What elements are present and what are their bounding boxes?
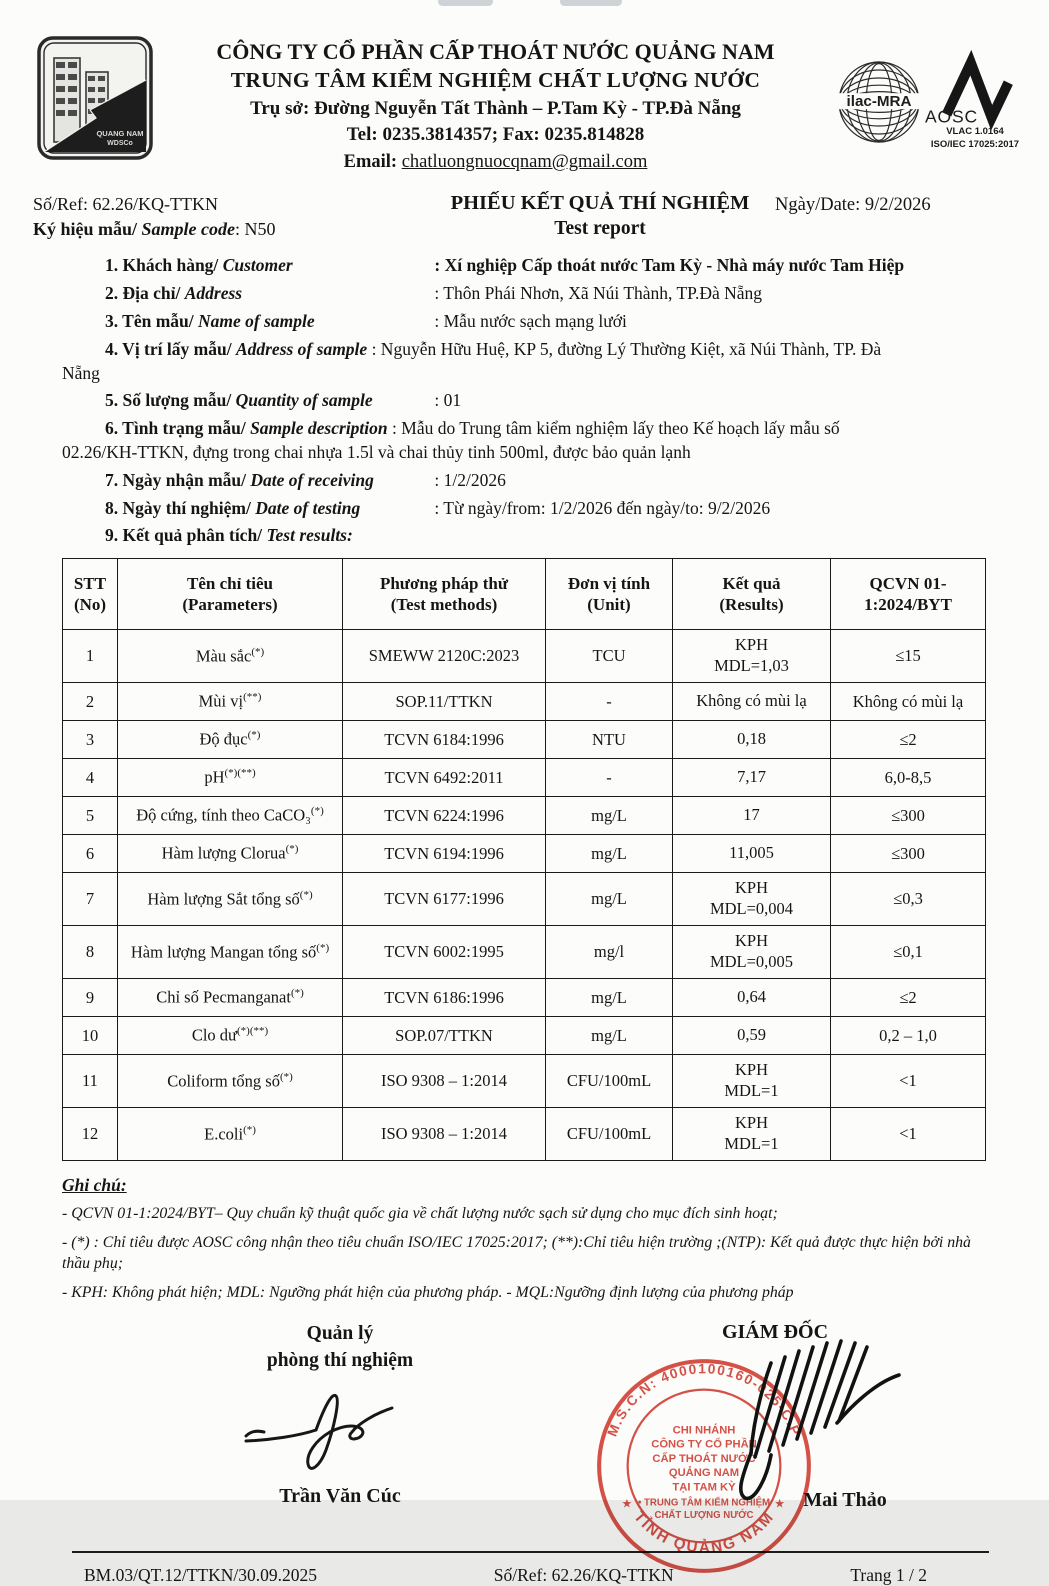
info-item-label [105, 254, 430, 278]
info-item-value: : Mẫu nước sạch mạng lưới [434, 310, 627, 331]
cell-unit: TCU [546, 630, 673, 683]
header-line: (Parameters) [182, 595, 278, 615]
cell-parameter: pH(*)(**) [118, 759, 343, 797]
cell-stt: 1 [63, 630, 118, 683]
cell-method: ISO 9308 – 1:2014 [343, 1108, 546, 1161]
parameter-footnote-marker: (**) [243, 691, 262, 704]
page-title: PHIẾU KẾT QUẢ THÍ NGHIỆM [450, 191, 750, 214]
cell-stt: 2 [63, 683, 118, 721]
cell-method: TCVN 6224:1996 [343, 797, 546, 835]
cell-method: SOP.07/TTKN [343, 1017, 546, 1055]
stamp-ring-text: M.S.C.N: 4000100160-025-C.P [604, 1361, 804, 1440]
notes-list [62, 1204, 985, 1303]
cell-stt: 5 [63, 797, 118, 835]
info-item-label-en: Name of sample [198, 310, 315, 331]
cell-unit: CFU/100mL [546, 1055, 673, 1108]
info-list [62, 254, 985, 548]
result-line: 0,18 [737, 729, 766, 749]
cell-stt: 11 [63, 1055, 118, 1108]
cell-stt: 8 [63, 926, 118, 979]
info-item-value: : Xí nghiệp Cấp thoát nước Tam Kỳ - Nhà máy nước Tam Hiệp [434, 255, 905, 276]
cell-method: TCVN 6177:1996 [343, 873, 546, 926]
info-item [62, 310, 985, 334]
cell-stt: 12 [63, 1108, 118, 1161]
sample-code-line [33, 217, 425, 242]
email-address: chatluongnuocqnam@gmail.com [401, 151, 648, 172]
letterhead-text [162, 34, 829, 174]
notes-heading: Ghi chú: [62, 1175, 127, 1196]
cell-limit: ≤0,1 [831, 926, 986, 979]
stamp-line-2: CÔNG TY CỔ PHẦN [651, 1439, 757, 1452]
parameter-footnote-marker: (*) [299, 888, 313, 901]
notes-section [62, 1175, 985, 1303]
accreditation-logos [835, 34, 1027, 152]
aosc-mark [925, 56, 1025, 152]
cell-stt: 4 [63, 759, 118, 797]
ref-value: 62.26/KQ-TTKN [88, 193, 218, 214]
cell-limit: ≤300 [831, 797, 986, 835]
aosc-label: AOSC [925, 106, 978, 127]
lab-manager-signature [240, 1380, 440, 1480]
table-row [63, 759, 986, 797]
scan-artifact [560, 0, 622, 6]
info-item [62, 469, 985, 493]
info-item-label-vn: 2. Địa chỉ/ [105, 283, 185, 304]
cell-stt: 7 [63, 873, 118, 926]
info-item [62, 524, 985, 548]
info-item-label [105, 282, 430, 306]
result-line: 11,005 [729, 843, 774, 863]
result-line: KPH [734, 1060, 768, 1080]
info-item-label-en: Quantity of sample [235, 390, 373, 411]
parameter-footnote-marker: (*) [251, 645, 265, 658]
result-line: 17 [743, 805, 760, 825]
info-item [62, 497, 985, 521]
page-title-en: Test report [554, 217, 646, 239]
cell-result [673, 721, 831, 759]
header-line: (Results) [719, 595, 784, 615]
report-title-block [425, 192, 775, 240]
cell-parameter: Hàm lượng Mangan tổng số(*) [118, 926, 343, 979]
result-line: MDL=0,004 [709, 899, 794, 919]
ilac-mra-label: ilac-MRA [846, 93, 912, 110]
email-label: Email: [343, 151, 398, 172]
cell-stt: 10 [63, 1017, 118, 1055]
parameter-footnote-marker: (*) [279, 1070, 293, 1083]
info-item-label [105, 418, 388, 438]
footer-ref: Số/Ref: 62.26/KQ-TTKN [493, 1565, 674, 1586]
cell-limit: 6,0-8,5 [831, 759, 986, 797]
info-item-label-en: Customer [222, 255, 293, 276]
cell-method: TCVN 6184:1996 [343, 721, 546, 759]
cell-unit: - [546, 759, 673, 797]
cell-parameter: Hàm lượng Sắt tổng số(*) [118, 873, 343, 926]
results-header-row [63, 559, 986, 630]
table-row [63, 630, 986, 683]
cell-limit: <1 [831, 1055, 986, 1108]
sample-code-value: : N50 [235, 219, 276, 240]
stamp-line-5: TẠI TAM KỲ [672, 1481, 736, 1494]
cell-method: TCVN 6186:1996 [343, 979, 546, 1017]
cell-parameter: E.coli(*) [118, 1108, 343, 1161]
footer-rule [72, 1551, 989, 1553]
cell-unit: CFU/100mL [546, 1108, 673, 1161]
cell-parameter: Clo dư(*)(**) [118, 1017, 343, 1055]
table-row [63, 1017, 986, 1055]
cell-result [673, 979, 831, 1017]
table-row [63, 979, 986, 1017]
info-item [62, 282, 985, 306]
info-item-label-vn: 7. Ngày nhận mẫu/ [105, 469, 251, 490]
info-item-value: : Từ ngày/from: 1/2/2026 đến ngày/to: 9/2/2026 [434, 497, 771, 518]
stamp-star-left: ★ [621, 1497, 633, 1512]
stamp-ring-bottom-text: TỈNH QUẢNG NAM [630, 1508, 778, 1558]
cell-method: TCVN 6492:2011 [343, 759, 546, 797]
parameter-footnote-marker: (*) [316, 941, 330, 954]
lab-manager-title [162, 1321, 518, 1374]
parameter-footnote-marker: (*) [290, 987, 304, 1000]
cell-result [673, 1017, 831, 1055]
info-item-label-en: Date of testing [255, 497, 361, 518]
cell-unit: mg/L [546, 797, 673, 835]
header-line: (Unit) [587, 595, 631, 615]
table-row [63, 873, 986, 926]
stamp-line-6: • TRUNG TÂM KIỂM NGHIỆM [637, 1498, 771, 1510]
info-item [62, 338, 985, 386]
result-line: 0,64 [737, 987, 766, 1007]
cell-unit: mg/L [546, 979, 673, 1017]
stamp-line-1: CHI NHÁNH [672, 1424, 736, 1437]
cell-limit: ≤0,3 [831, 873, 986, 926]
director-signature [707, 1335, 907, 1505]
result-line: MDL=1 [724, 1081, 779, 1101]
results-header-cell [546, 559, 673, 630]
info-item-label [105, 310, 430, 334]
info-item-label-vn: 4. Vị trí lấy mẫu/ [105, 338, 236, 359]
parameter-footnote-marker: (*)(**) [224, 767, 256, 780]
report-date: Ngày/Date: 9/2/2026 [775, 194, 931, 215]
cell-method: TCVN 6194:1996 [343, 835, 546, 873]
logo-caption-1: QUANG NAM [96, 129, 144, 138]
cell-limit: ≤15 [831, 630, 986, 683]
sample-code-label-vn: Ký hiệu mẫu/ [33, 219, 142, 240]
cell-result [673, 683, 831, 721]
info-item-label-vn: 8. Ngày thí nghiệm/ [105, 497, 256, 518]
results-table [62, 558, 986, 1161]
cert-vlac: VLAC 1.0164 [946, 126, 1004, 137]
note-item: - (*) : Chỉ tiêu được AOSC công nhận theo tiêu chuẩn ISO/IEC 17025:2017; (**):Chỉ tiêu hiện trường ;(NTP): Kết quả được thực hiện bởi nhà thầu phụ; [62, 1233, 971, 1272]
results-header-cell [673, 559, 831, 630]
results-thead [63, 559, 986, 630]
cell-unit: mg/L [546, 873, 673, 926]
cell-result [673, 1108, 831, 1161]
info-item-value: : 01 [434, 390, 462, 411]
info-item-value: : Nguyễn Hữu Huệ, KP 5, đường Lý Thường Kiệt, xã Núi Thành, TP. Đà Nẵng [62, 338, 882, 383]
stamp-line-4: QUẢNG NAM [668, 1467, 740, 1480]
results-header-cell [118, 559, 343, 630]
org-name-line1: CÔNG TY CỔ PHẦN CẤP THOÁT NƯỚC QUẢNG NAM [216, 39, 775, 64]
results-tbody [63, 630, 986, 1161]
logo-caption-2: WDSCo [107, 140, 133, 147]
header-line: 1:2024/BYT [864, 595, 952, 615]
parameter-footnote-marker: (*) [247, 729, 261, 742]
note-item: - QCVN 01-1:2024/BYT– Quy chuẩn kỹ thuật quốc gia về chất lượng nước sạch sử dụng cho mục đích sinh hoạt; [62, 1205, 778, 1223]
result-line: MDL=1 [724, 1134, 779, 1154]
info-item-label-en: Date of receiving [250, 469, 374, 490]
results-header-cell [343, 559, 546, 630]
lab-manager-name: Trần Văn Cúc [279, 1485, 401, 1508]
cell-method: SMEWW 2120C:2023 [343, 630, 546, 683]
org-tel-fax: Tel: 0235.3814357; Fax: 0235.814828 [346, 124, 645, 146]
table-row [63, 835, 986, 873]
info-item-label-vn: 3. Tên mẫu/ [105, 310, 199, 331]
table-row [63, 797, 986, 835]
lab-manager-block [162, 1321, 518, 1508]
ref-label: Số/Ref: [33, 193, 89, 214]
result-line: MDL=1,03 [714, 656, 789, 676]
parameter-footnote-marker: (*) [243, 1123, 256, 1136]
director-block [585, 1321, 1005, 1558]
cell-method: ISO 9308 – 1:2014 [343, 1055, 546, 1108]
ref-number-line [33, 192, 425, 217]
table-row [63, 1055, 986, 1108]
result-line: KPH [734, 878, 768, 898]
cell-result [673, 759, 831, 797]
ref-block [33, 192, 425, 242]
director-name: Mai Thảo [803, 1489, 887, 1512]
info-item-label-en: Address [184, 283, 243, 304]
parameter-footnote-marker: (*) [285, 843, 299, 856]
header-line: Tên chỉ tiêu [187, 573, 273, 593]
org-email-line [162, 150, 829, 174]
sample-code-label-en: Sample code [141, 219, 236, 240]
cell-limit: Không có mùi lạ [831, 683, 986, 721]
info-item-value: : Mẫu do Trung tâm kiểm nghiệm lấy theo Kế hoạch lấy mẫu số 02.26/KH-TTKN, đựng trong chai nhựa 1.5l và chai thủy tinh 500ml, được bảo quản lạnh [62, 418, 840, 462]
result-line: KPH [734, 1113, 768, 1133]
parameter-footnote-marker: (*) [310, 805, 324, 818]
info-item-value: : Thôn Phái Nhơn, Xã Núi Thành, TP.Đà Nẵng [434, 283, 763, 304]
header-line: STT [73, 573, 107, 593]
cell-result [673, 873, 831, 926]
company-logo-icon [34, 34, 156, 167]
info-item-label-en: Sample description [250, 418, 388, 439]
org-address: Trụ sở: Đường Nguyễn Tất Thành – P.Tam Kỳ - TP.Đà Nẵng [250, 97, 741, 119]
signature-zone [0, 1317, 1049, 1558]
cell-result [673, 630, 831, 683]
header-line: Đơn vị tính [567, 573, 651, 593]
cell-limit: <1 [831, 1108, 986, 1161]
org-name-line2: TRUNG TÂM KIỂM NGHIỆM CHẤT LƯỢNG NƯỚC [230, 67, 761, 92]
ilac-mra-icon [835, 56, 923, 148]
scan-artifact [438, 0, 493, 6]
results-header-cell [831, 559, 986, 630]
cell-unit: mg/L [546, 835, 673, 873]
cell-limit: 0,2 – 1,0 [831, 1017, 986, 1055]
info-item [62, 254, 985, 278]
cell-unit: mg/L [546, 1017, 673, 1055]
result-line: 0,59 [737, 1025, 766, 1045]
cell-method: TCVN 6002:1995 [343, 926, 546, 979]
letterhead [0, 0, 1049, 174]
table-row [63, 683, 986, 721]
info-item-label [105, 339, 367, 359]
table-row [63, 926, 986, 979]
cell-unit: mg/l [546, 926, 673, 979]
info-item-label [105, 469, 430, 493]
cert-iso: ISO/IEC 17025:2017 [930, 138, 1020, 150]
cell-result [673, 1055, 831, 1108]
stamp-star-right: ★ [774, 1497, 786, 1512]
stamp-line-7: CHẤT LƯỢNG NƯỚC [654, 1510, 754, 1522]
cell-limit: ≤2 [831, 979, 986, 1017]
footer-form-code: BM.03/QT.12/TTKN/30.09.2025 [84, 1565, 318, 1586]
info-item-label-vn: 6. Tình trạng mẫu/ [105, 418, 251, 439]
cell-stt: 3 [63, 721, 118, 759]
table-row [63, 721, 986, 759]
header-line: Phương pháp thử [379, 573, 509, 593]
info-item-label-vn: 9. Kết quả phân tích/ [105, 525, 267, 546]
lab-manager-title-line2: phòng thí nghiệm [266, 1349, 414, 1371]
cell-limit: ≤2 [831, 721, 986, 759]
aosc-icon [925, 56, 1025, 126]
cell-parameter: Mùi vị(**) [118, 683, 343, 721]
header-line: Kết quả [722, 573, 781, 593]
info-item-label-vn: 5. Số lượng mẫu/ [105, 390, 236, 411]
parameter-footnote-marker: (*)(**) [237, 1025, 269, 1038]
cell-parameter: Coliform tổng số(*) [118, 1055, 343, 1108]
info-item-label-en: Test results: [266, 525, 353, 546]
info-item [62, 417, 985, 465]
info-item-value: : 1/2/2026 [434, 469, 506, 490]
info-item-label [105, 524, 430, 548]
header-line: (Test methods) [390, 595, 498, 615]
cell-result [673, 797, 831, 835]
result-line: 7,17 [737, 767, 766, 787]
cell-unit: NTU [546, 721, 673, 759]
cell-parameter: Độ cứng, tính theo CaCO₃(*) [118, 797, 343, 835]
director-title: GIÁM ĐỐC [721, 1321, 829, 1344]
result-line: KPH [734, 931, 768, 951]
cell-method: SOP.11/TTKN [343, 683, 546, 721]
note-item: - KPH: Không phát hiện; MDL: Ngưỡng phát hiện của phương pháp. - MQL:Ngưỡng định lượng của phương pháp [62, 1283, 794, 1301]
info-item-label-en: Address of sample [235, 338, 368, 359]
info-item-label [105, 389, 430, 413]
cell-stt: 9 [63, 979, 118, 1017]
header-line: (No) [73, 595, 107, 615]
table-row [63, 1108, 986, 1161]
stamp-line-3: CẤP THOÁT NƯỚC [652, 1453, 756, 1466]
result-line: Không có mùi lạ [696, 691, 807, 711]
info-item-label-vn: 1. Khách hàng/ [105, 255, 223, 276]
cell-result [673, 926, 831, 979]
cell-result [673, 835, 831, 873]
report-header-row [33, 192, 1027, 242]
results-header-cell [63, 559, 118, 630]
footer-page: Trang 1 / 2 [850, 1565, 927, 1586]
result-line: MDL=0,005 [709, 952, 794, 972]
result-line: KPH [734, 635, 768, 655]
cell-unit: - [546, 683, 673, 721]
cell-parameter: Độ đục(*) [118, 721, 343, 759]
cell-stt: 6 [63, 835, 118, 873]
info-item-label [105, 497, 430, 521]
cell-limit: ≤300 [831, 835, 986, 873]
lab-manager-title-line1: Quản lý [306, 1323, 374, 1345]
info-item [62, 389, 985, 413]
cell-parameter: Màu sắc(*) [118, 630, 343, 683]
cell-parameter: Chỉ số Pecmanganat(*) [118, 979, 343, 1017]
cell-parameter: Hàm lượng Clorua(*) [118, 835, 343, 873]
header-line: QCVN 01- [869, 573, 947, 593]
